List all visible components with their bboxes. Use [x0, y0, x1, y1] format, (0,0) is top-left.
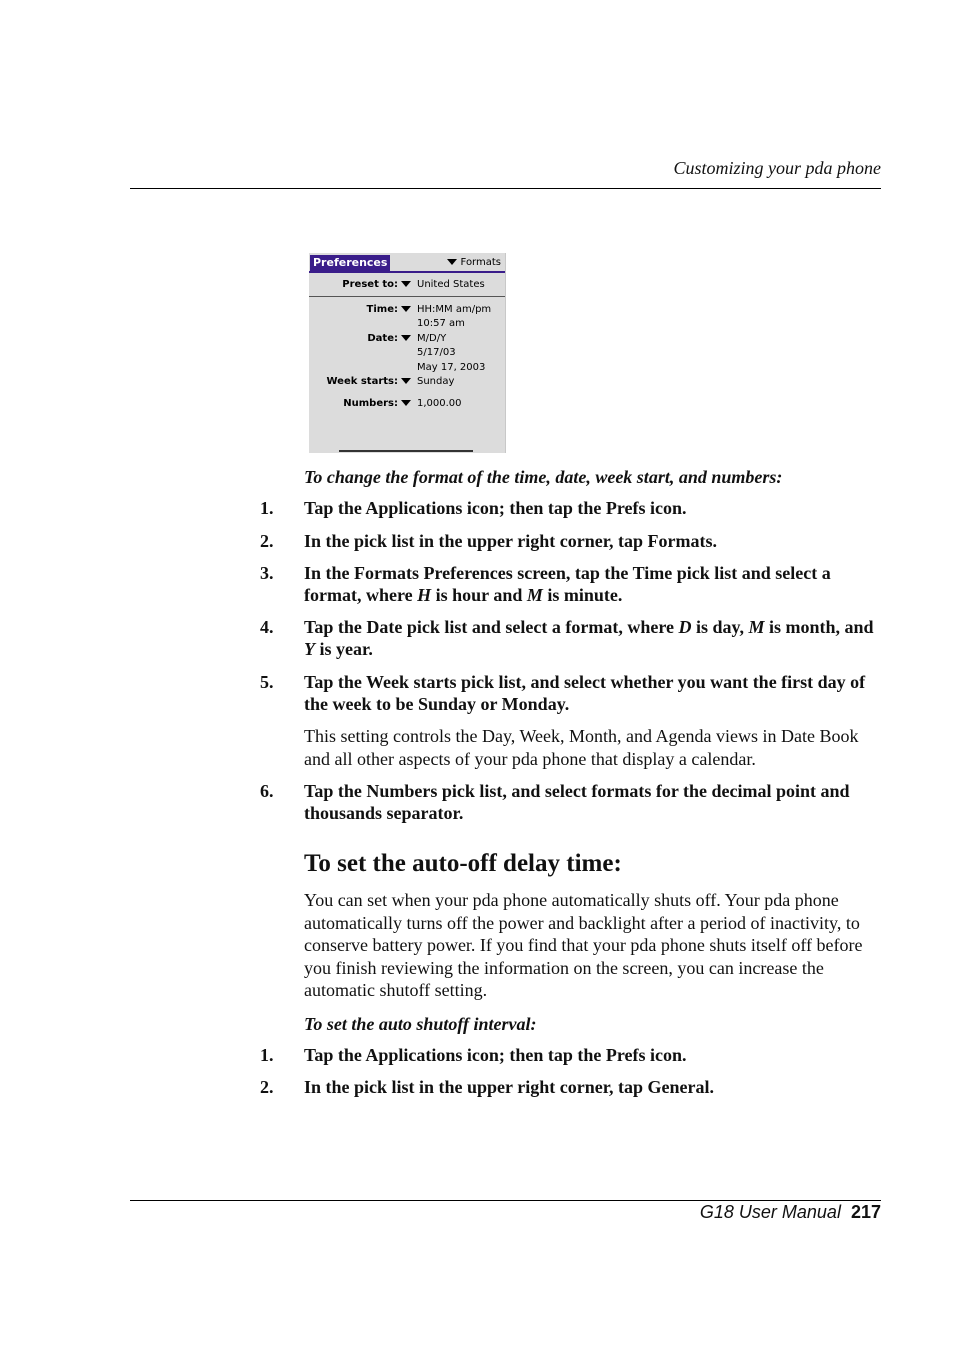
date-label: Date: [367, 333, 398, 344]
step-number: 3. [260, 563, 274, 583]
dropdown-triangle-icon [401, 400, 411, 406]
step-text: Tap the Week starts pick list, and select whether you want the first day of the week to be Sunday or Monday. [304, 672, 866, 714]
running-head: Customizing your pda phone [673, 158, 881, 178]
date-long-example: May 17, 2003 [417, 362, 486, 373]
step-text: Tap the Date pick list and select a format, where D is day, M is month, and Y is year. [304, 617, 874, 659]
step-number: 4. [260, 617, 274, 637]
procedure-caption: To change the format of the time, date, week start, and numbers: [304, 467, 783, 487]
step-1b [260, 1044, 881, 1066]
step-number: 5. [260, 672, 274, 692]
time-row [309, 303, 505, 317]
dropdown-triangle-icon [401, 335, 411, 341]
section-heading: To set the auto-off delay time: [304, 850, 622, 877]
pda-screenshot [309, 253, 506, 453]
numbers-value: 1,000.00 [417, 398, 462, 409]
step-4 [260, 616, 881, 660]
time-format: HH:MM am/pm [417, 304, 492, 315]
time-label: Time: [366, 304, 398, 315]
formats-picker[interactable] [447, 257, 501, 268]
date-row [309, 332, 505, 346]
pda-bottom-bar [339, 450, 473, 452]
date-format: M/D/Y [417, 333, 447, 344]
step-2b [260, 1076, 881, 1098]
step-text: In the Formats Preferences screen, tap the Time pick list and select a format, where H is hour and M is minute. [304, 563, 831, 605]
step-2 [260, 530, 881, 552]
step-1 [260, 497, 881, 519]
dropdown-triangle-icon [401, 306, 411, 312]
section-body: You can set when your pda phone automatically shuts off. Your pda phone automatically turns off the power and backlight after a period of inactivity, to conserve battery power. If you find that your pda phone shuts itself off before you finish reviewing the information on the screen, you can increase the automatic shutoff setting. [304, 890, 863, 1000]
date-long-row [309, 361, 505, 375]
date-short-row [309, 346, 505, 360]
numbers-label: Numbers: [343, 398, 398, 409]
time-example: 10:57 am [417, 318, 465, 329]
week-starts-value: Sunday [417, 376, 455, 387]
numbers-picker[interactable] [401, 397, 415, 411]
manual-title: G18 User Manual [699, 1202, 841, 1222]
date-picker[interactable] [401, 332, 415, 346]
week-starts-picker[interactable] [401, 375, 415, 389]
step-5 [260, 671, 881, 715]
week-starts-row [309, 375, 505, 389]
footer-rule [130, 1200, 881, 1201]
step-number: 1. [260, 1045, 274, 1065]
pda-separator [309, 296, 505, 297]
formats-label: Formats [460, 257, 501, 268]
step-5-note: This setting controls the Day, Week, Month, and Agenda views in Date Book and all other aspects of your pda phone that display a calendar. [304, 726, 859, 769]
week-starts-label: Week starts: [326, 376, 398, 387]
dropdown-triangle-icon [401, 378, 411, 384]
pda-title-rule [309, 271, 505, 273]
step-3 [260, 562, 881, 606]
step-6 [260, 780, 881, 824]
step-number: 1. [260, 498, 274, 518]
page-number: 217 [850, 1202, 881, 1222]
procedure-caption-2: To set the auto shutoff interval: [304, 1014, 537, 1034]
dropdown-triangle-icon [401, 281, 411, 287]
step-text: In the pick list in the upper right corner, tap Formats. [304, 531, 718, 551]
step-text: Tap the Applications icon; then tap the Prefs icon. [304, 498, 687, 518]
step-text: Tap the Numbers pick list, and select formats for the decimal point and thousands separator. [304, 781, 850, 823]
dropdown-triangle-icon [447, 259, 457, 265]
numbers-row [309, 397, 505, 411]
time-picker[interactable] [401, 303, 415, 317]
pda-title: Preferences [310, 255, 390, 271]
header-rule [130, 188, 881, 189]
step-text: In the pick list in the upper right corner, tap General. [304, 1077, 715, 1097]
preset-picker[interactable] [401, 278, 415, 292]
pda-titlebar [309, 255, 505, 271]
preset-value: United States [417, 279, 485, 290]
step-number: 2. [260, 531, 274, 551]
time-example-row [309, 317, 505, 331]
step-text: Tap the Applications icon; then tap the Prefs icon. [304, 1045, 687, 1065]
footer [700, 1202, 881, 1223]
date-short-example: 5/17/03 [417, 347, 456, 358]
preset-label: Preset to: [342, 279, 398, 290]
preset-row [309, 278, 505, 292]
step-number: 6. [260, 781, 274, 801]
step-number: 2. [260, 1077, 274, 1097]
